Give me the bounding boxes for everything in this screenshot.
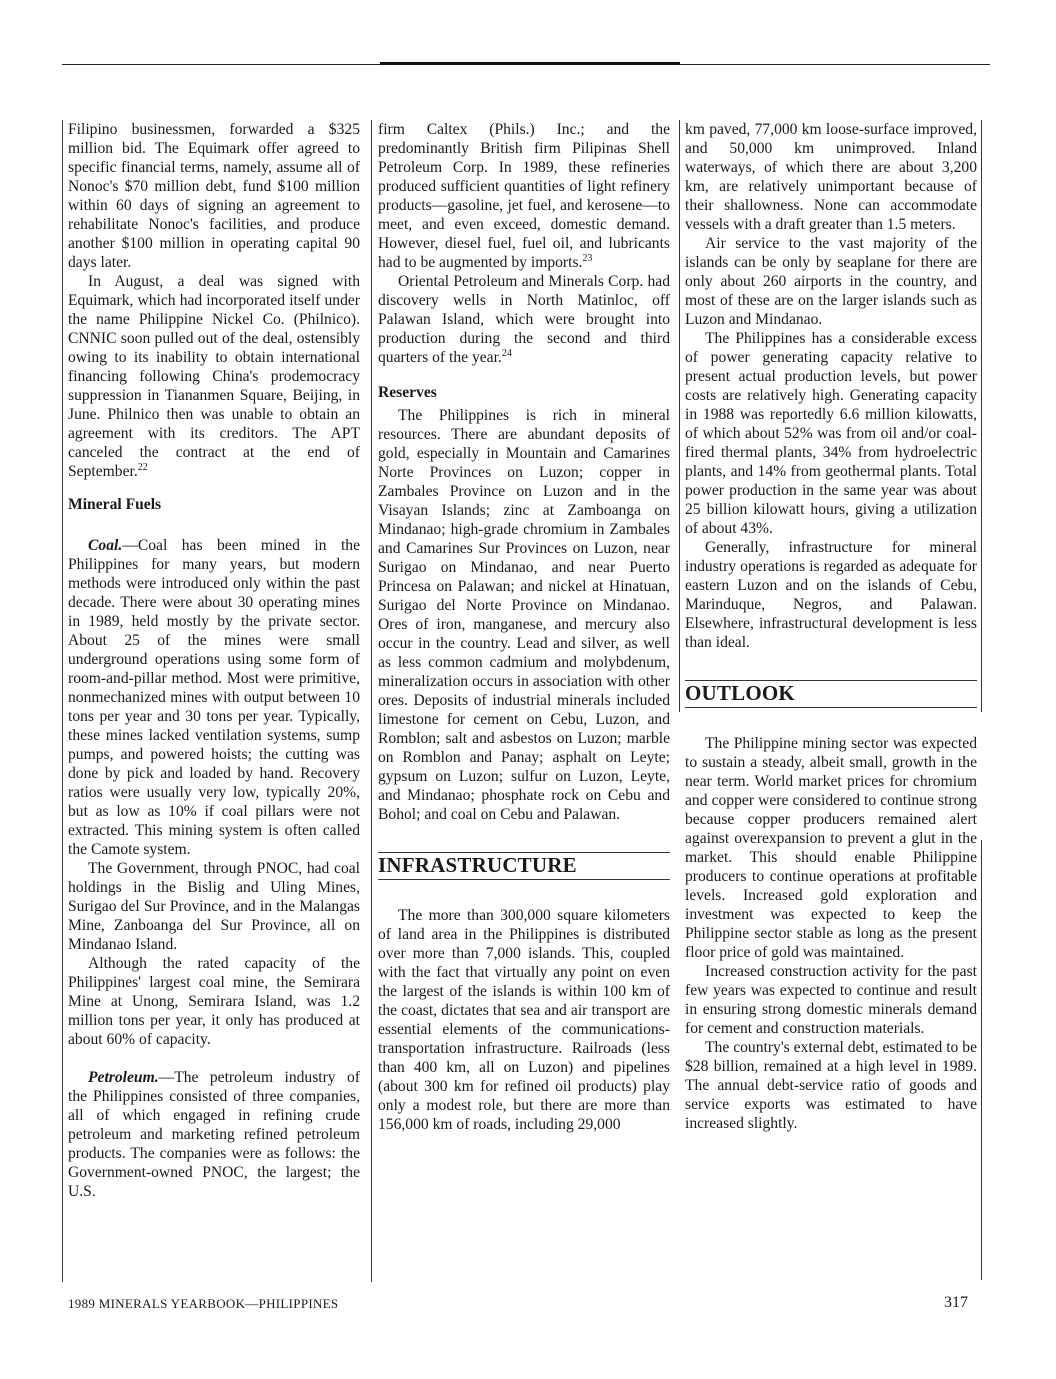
- column-rule-right-upper: [679, 120, 680, 712]
- footnote-ref: 23: [582, 252, 593, 264]
- paragraph: The more than 300,000 square kilometers of land area in the Philippines is distributed over more than 7,000 islands. This, coupled with the fact that virtually any point on even the largest of the islands is within 100 km of the coast, dictates that sea and air transport are essential elements of the communications-transportation infrastructure. Railroads (less than 400 km, all on Luzon) and pipelines (about 300 km for refined oil products) play only a modest role, but there are more than 156,000 km of roads, including 29,000: [378, 907, 670, 1133]
- paragraph: Filipino businessmen, forwarded a $325 million bid. The Equimark offer agreed to specific financial terms, namely, assume all of Nonoc's $70 million debt, fund $100 million within 60 days of signing an agreement to rehabilitate Nonoc's facilities, and produce another $100 million in operating capital 90 days later.: [68, 121, 360, 271]
- column-rule-edge-upper: [981, 120, 982, 712]
- subheading-mineral-fuels: Mineral Fuels: [68, 496, 162, 513]
- section-heading-infrastructure: INFRASTRUCTURE: [378, 852, 670, 880]
- running-footer: 1989 MINERALS YEARBOOK—PHILIPPINES: [68, 1296, 339, 1311]
- top-rule-accent: [380, 62, 680, 65]
- text-column-1: [68, 120, 360, 1280]
- run-in-heading: Coal.: [88, 537, 123, 554]
- page-number: 317: [944, 1294, 968, 1311]
- run-in-heading: Petroleum.: [88, 1069, 159, 1086]
- paragraph: km paved, 77,000 km loose-surface improved, and 50,000 km unimproved. Inland waterways, of which there are about 3,200 km, are relatively unimportant because of their shallowness. None can accommodate vessels with a draft greater than 1.5 meters.: [685, 121, 977, 233]
- paragraph: Air service to the vast majority of the islands can be only by seaplane for there are only about 260 airports in the country, and most of these are on the larger islands such as Luzon and Mindanao.: [685, 235, 977, 328]
- paragraph: Increased construction activity for the past few years was expected to continue and result in ensuring strong domestic minerals demand for cement and construction materials.: [685, 963, 977, 1037]
- subheading-reserves: Reserves: [378, 384, 437, 401]
- paragraph: Oriental Petroleum and Minerals Corp. had discovery wells in North Matinloc, off Palawan Island, which were brought into production during the second and third quarters of the year.$^{24}$: [378, 273, 670, 366]
- column-rule-left: [62, 120, 63, 1282]
- paragraph-coal: Coal.—Coal has been mined in the Philippines for many years, but modern methods were introduced only within the past decade. There were about 30 operating mines in 1989, held mostly by the private sector. About 25 of the mines were small underground operations using some form of room-and-pillar method. Most were primitive, nonmechanized mines with output between 10 tons per year and 30 tons per year. Typically, these mines lacked ventilation systems, sump pumps, and powered hoists; the cutting was done by pick and loaded by hand. Recovery ratios were usually very low, typically 20%, but as low as 10% if coal pillars were not extracted. This mining system is often called the Camote system.: [68, 537, 360, 858]
- text-column-3: [685, 120, 977, 1280]
- paragraph: The Philippines has a considerable excess of power generating capacity relative to present actual production levels, but power costs are relatively high. Generating capacity in 1988 was reportedly 6.6 million kilowatts, of which about 52% was from oil and/or coal-fired thermal plants, 34% from hydroelectric plants, and 14% from geothermal plants. Total power production in the same year was about 25 billion kilowatt hours, giving a utilization of about 43%.: [685, 330, 977, 537]
- section-heading-outlook: OUTLOOK: [685, 680, 977, 708]
- paragraph: The Philippine mining sector was expected to sustain a steady, albeit small, growth in the near term. World market prices for chromium and copper were considered to continue strong because copper producers remained alert against overexpansion to prevent a glut in the market. This should enable Philippine producers to continue operations at profitable levels. Increased gold exploration and investment was expected to keep the Philippine sector stable as long as the present floor price of gold was maintained.: [685, 735, 977, 961]
- text-column-2: [378, 120, 670, 1280]
- paragraph: The Philippines is rich in mineral resources. There are abundant deposits of gold, especially in Mountain and Camarines Norte Provinces on Luzon; copper in Zambales Province on Luzon and in the Visayan Islands; zinc at Zamboanga on Mindanao; high-grade chromium in Zambales and Camarines Sur Provinces on Luzon, near Surigao on Mindanao, and near Puerto Princesa on Palawan; and nickel at Hinatuan, Surigao del Norte Province on Mindanao. Ores of iron, manganese, and mercury also occur in the country. Lead and silver, as well as less common cadmium and molybdenum, mineralization occurs in association with other ores. Deposits of industrial minerals included limestone for cement on Cebu, Luzon, and Romblon; salt and asbestos on Luzon; marble on Romblon and Panay; asphalt on Leyte; gypsum on Luzon; sulfur on Luzon, Leyte, and Mindanao; phosphate rock on Cebu and Bohol; and coal on Cebu and Palawan.: [378, 407, 670, 823]
- paragraph: In August, a deal was signed with Equimark, which had incorporated itself under the name Philippine Nickel Co. (Philnico). CNNIC soon pulled out of the deal, ostensibly owing to its inability to obtain international financing following China's prodemocracy suppression in Tiananmen Square, Beijing, in June. Philnico then was unable to obtain an agreement with its creditors. The APT canceled the contract at the end of September.$^{22}$: [68, 273, 360, 480]
- paragraph: The Government, through PNOC, had coal holdings in the Bislig and Uling Mines, Surigao del Sur Province, and in the Malangas Mine, Zanboanga del Sur Province, all on Mindanao Island.: [68, 860, 360, 953]
- paragraph: firm Caltex (Phils.) Inc.; and the predominantly British firm Pilipinas Shell Petroleum Corp. In 1989, these refineries produced sufficient quantities of light refinery products—gasoline, jet fuel, and kerosene—to meet, and even exceed, domestic demand. However, diesel fuel, fuel oil, and lubricants had to be augmented by imports.$^{23}$: [378, 121, 670, 271]
- paragraph-petroleum: Petroleum.—The petroleum industry of the Philippines consisted of three companies, all of which engaged in refining crude petroleum and marketing refined petroleum products. The companies were as follows: the Government-owned PNOC, the largest; the U.S.: [68, 1069, 360, 1200]
- paragraph: The country's external debt, estimated to be $28 billion, remained at a high level in 1989. The annual debt-service ratio of goods and service exports was estimated to have increased slightly.: [685, 1039, 977, 1132]
- column-rule-middle: [371, 120, 372, 1282]
- footnote-ref: 22: [137, 461, 148, 473]
- paragraph: Generally, infrastructure for mineral industry operations is regarded as adequate for eastern Luzon and on the islands of Cebu, Marinduque, Negros, and Palawan. Elsewhere, infrastructural development is less than ideal.: [685, 539, 977, 651]
- column-rule-edge-lower: [981, 840, 982, 1280]
- paragraph: Although the rated capacity of the Philippines' largest coal mine, the Semirara Mine at Unong, Semirara Island, was 1.2 million tons per year, it only has produced at about 60% of capacity.: [68, 955, 360, 1048]
- footnote-ref: 24: [501, 347, 512, 359]
